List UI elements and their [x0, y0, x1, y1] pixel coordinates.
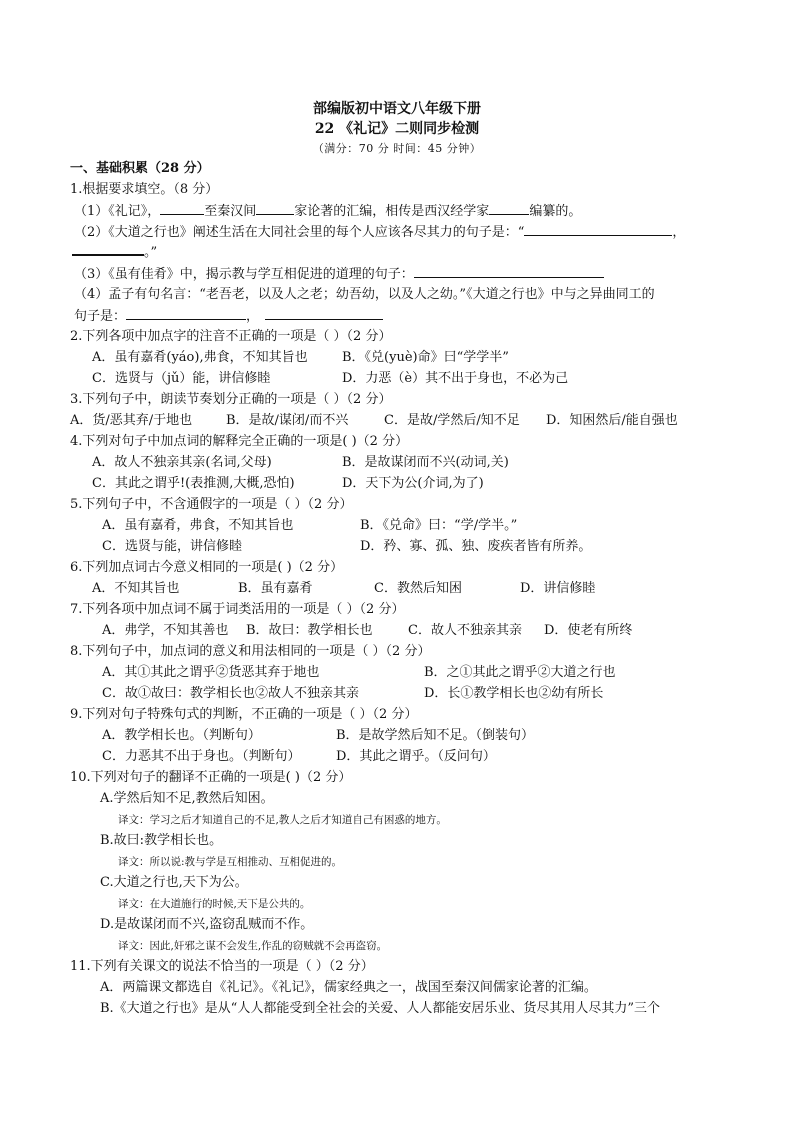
fill-blank[interactable] [524, 223, 672, 236]
q1-l5-part-a: 句子是： [74, 309, 127, 324]
question-1-stem: 1.根据要求填空。（8 分） [70, 182, 219, 197]
question-7-option-c[interactable]: C．故人不独亲其亲 [408, 623, 522, 638]
question-7-option-b[interactable]: B．故曰：教学相长也 [246, 623, 373, 638]
question-2-stem: 2.下列各项中加点字的注音不正确的一项是（ ）（2 分） [70, 329, 392, 344]
question-3-option-b[interactable]: B．是故/谋闭/而不兴 [226, 413, 349, 428]
question-7-option-a[interactable]: A．弗学，不知其善也 [102, 623, 229, 638]
fill-blank[interactable] [256, 202, 294, 215]
question-9-option-d[interactable]: D．其此之谓乎。（反问句） [336, 749, 496, 764]
question-4-option-c[interactable]: C．其此之谓乎!(表推测,大概,恐怕) [92, 476, 295, 491]
question-10-option-c[interactable]: C.大道之行也,天下为公。 [100, 875, 248, 890]
question-7-stem: 7.下列各项中加点词不属于词类活用的一项是（ ）（2 分） [70, 602, 405, 617]
q1-l1-part-d: 编纂的。 [529, 204, 582, 219]
question-8-option-c[interactable]: C．故①故曰：教学相长也②故人不独亲其亲 [102, 686, 359, 701]
q1-l2-part-c: 。” [144, 245, 158, 260]
question-4-stem: 4.下列对句子中加点词的解释完全正确的一项是( )（2 分） [70, 434, 409, 449]
fill-blank[interactable] [265, 307, 383, 320]
question-10-option-a[interactable]: A.学然后知不足,教然后知困。 [100, 791, 274, 806]
question-6-option-d[interactable]: D．讲信修睦 [520, 581, 596, 596]
question-5-option-b[interactable]: B．《兑命》曰：“学/学半。” [360, 518, 518, 533]
question-3-stem: 3.下列句子中，朗读节奏划分正确的一项是（ ）（2 分） [70, 392, 392, 407]
question-5-stem: 5.下列句子中，不含通假字的一项是（ ）（2 分） [70, 497, 353, 512]
doc-subtitle: 22 《礼记》二则同步检测 [314, 121, 480, 137]
question-1-line-4: （4）孟子有句名言：“老吾老，以及人之老；幼吾幼，以及人之幼。”《大道之行也》中与之异曲同工的 [74, 287, 655, 302]
question-9-option-b[interactable]: B．是故学然后知不足。（倒装句） [336, 728, 535, 743]
section-heading: 一、基础积累（28 分） [70, 161, 210, 176]
question-2-option-b[interactable]: B．《兑(yuè)命》曰“学学半” [342, 350, 509, 365]
q1-l2-part-b: ， [672, 225, 686, 240]
question-1-line-1 [74, 202, 581, 221]
q1-l1-part-b: 至秦汉间 [204, 204, 257, 219]
fill-blank[interactable] [489, 202, 529, 215]
question-10-stem: 10.下列对句子的翻译不正确的一项是( )（2 分） [70, 770, 352, 785]
question-11-option-a[interactable]: A．两篇课文都选自《礼记》。《礼记》，儒家经典之一，战国至秦汉间儒家论著的汇编。 [100, 980, 597, 995]
question-3-option-c[interactable]: C．是故/学然后/知不足 [384, 413, 520, 428]
q1-l2-part-a: （2）《大道之行也》阐述生活在大同社会里的每个人应该各尽其力的句子是：“ [74, 225, 525, 240]
question-3-option-d[interactable]: D．知困然后/能自强也 [546, 413, 678, 428]
question-2-option-c[interactable]: C．选贤与（jǔ）能，讲信修睦 [92, 371, 271, 386]
question-1-line-2 [74, 223, 685, 242]
question-10-option-c-translation: 译文：在大道施行的时候,天下是公共的。 [118, 898, 311, 910]
fill-blank[interactable] [160, 202, 204, 215]
question-8-option-b[interactable]: B．之①其此之谓乎②大道之行也 [424, 665, 616, 680]
question-4-option-a[interactable]: A．故人不独亲其亲(名词,父母) [92, 455, 272, 470]
doc-meta: （满分：70 分 时间：45 分钟） [312, 142, 482, 155]
fill-blank[interactable] [414, 265, 604, 278]
question-6-option-a[interactable]: A．不知其旨也 [92, 581, 180, 596]
doc-title: 部编版初中语文八年级下册 [313, 101, 481, 117]
question-6-option-c[interactable]: C．教然后知困 [374, 581, 462, 596]
question-8-stem: 8.下列句子中，加点词的意义和用法相同的一项是（ ）（2 分） [70, 644, 431, 659]
question-5-option-d[interactable]: D．矜、寡、孤、独、废疾者皆有所养。 [360, 539, 592, 554]
question-10-option-d[interactable]: D.是故谋闭而不兴,盗窃乱贼而不作。 [100, 917, 314, 932]
question-10-option-b[interactable]: B.故曰:教学相长也。 [100, 833, 223, 848]
q1-l5-part-b: ， [246, 309, 260, 324]
question-2-option-d[interactable]: D．力恶（è）其不出于身也，不必为己 [342, 371, 569, 386]
question-8-option-a[interactable]: A．其①其此之谓乎②货恶其弃于地也 [102, 665, 320, 680]
question-5-option-a[interactable]: A．虽有嘉肴，弗食，不知其旨也 [102, 518, 294, 533]
question-11-stem: 11.下列有关课文的说法不恰当的一项是（ ）（2 分） [70, 959, 374, 974]
question-1-line-5 [74, 307, 383, 326]
question-1-line-3 [74, 265, 604, 284]
question-8-option-d[interactable]: D．长①教学相长也②幼有所长 [424, 686, 604, 701]
question-10-option-b-translation: 译文：所以说:教与学是互相推动、互相促进的。 [118, 856, 343, 868]
question-5-option-c[interactable]: C．选贤与能，讲信修睦 [102, 539, 242, 554]
question-3-option-a[interactable]: A．货/恶其弃/于地也 [70, 413, 193, 428]
question-9-option-c[interactable]: C．力恶其不出于身也。（判断句） [102, 749, 301, 764]
question-6-option-b[interactable]: B．虽有嘉肴 [238, 581, 313, 596]
question-9-stem: 9.下列对句子特殊句式的判断，不正确的一项是（ ）（2 分） [70, 707, 418, 722]
question-2-option-a[interactable]: A．虽有嘉肴(yáo),弗食，不知其旨也 [92, 350, 308, 365]
question-4-option-b[interactable]: B．是故谋闭而不兴(动词,关) [342, 455, 509, 470]
question-7-option-d[interactable]: D．使老有所终 [544, 623, 633, 638]
q1-l1-part-c: 家论著的汇编，相传是西汉经学家 [294, 204, 490, 219]
question-11-option-b[interactable]: B.《大道之行也》是从“人人都能受到全社会的关爱、人人都能安居乐业、货尽其用人尽其力”三个 [100, 1001, 660, 1016]
question-6-stem: 6.下列加点词古今意义相同的一项是( )（2 分） [70, 560, 344, 575]
question-9-option-a[interactable]: A．教学相长也。（判断句） [102, 728, 261, 743]
question-4-option-d[interactable]: D．天下为公(介词,为了) [342, 476, 484, 491]
question-10-option-d-translation: 译文：因此,奸邪之谋不会发生,作乱的窃贼就不会再盗窃。 [118, 940, 388, 952]
question-1-line-2-cont [72, 242, 157, 262]
fill-blank[interactable] [126, 307, 246, 320]
q1-l1-part-a: （1）《礼记》， [74, 204, 161, 219]
q1-l3-text: （3）《虽有佳肴》中，揭示教与学互相促进的道理的句子： [74, 267, 414, 282]
fill-blank[interactable] [72, 242, 144, 256]
question-10-option-a-translation: 译文：学习之后才知道自己的不足,教人之后才知道自己有困惑的地方。 [118, 814, 447, 826]
